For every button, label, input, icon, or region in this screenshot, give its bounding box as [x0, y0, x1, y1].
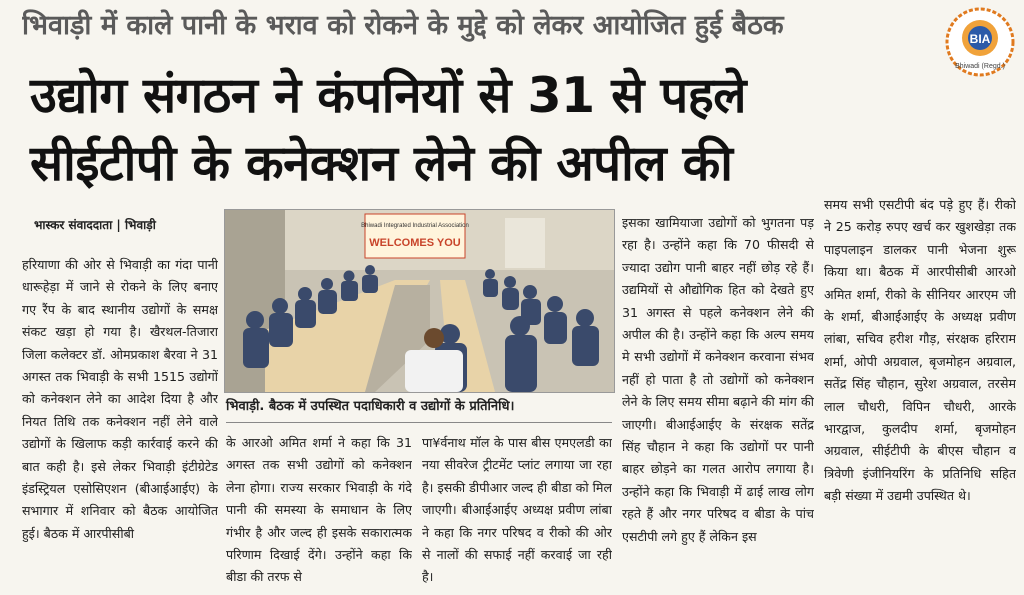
photo-caption: भिवाड़ी. बैठक में उपस्थित पदाधिकारी व उद्योगों के प्रतिनिधि।: [226, 399, 515, 414]
article-column-5: समय सभी एसटीपी बंद पड़े हुए हैं। रीको ने 25 करोड़ रुपए खर्च कर खुशखेड़ा तक पाइपलाइन डालकर पानी भेजना शुरू किया था। बैठक में आरपीसीबी आरओ अमित शर्मा, रीको के सीनियर आरएम जी के शर्मा, बीआईआईए के अध्यक्ष प्रवीण लांबा, सचिव हरीश गौड़, संरक्षक हरिराम शर्मा, ओपी अग्रवाल, बृजमोहन अग्रवाल, सतेंद्र सिंह चौहान, सुरेश अग्रवाल, तरसेम लाल चौधरी, विपिन चौधरी, आरके भारद्वाज, कुलदीप शर्मा, बृजमोहन अग्रवाल, सीईटीपी के बीएस चौहान व त्रिवेणी इंजीनियरिंग के प्रतिनिधि सहित बड़ी संख्या में उद्यमी उपस्थित थे।: [824, 197, 1016, 504]
article-column-1: हरियाणा की ओर से भिवाड़ी का गंदा पानी धारूहेड़ा में जाने से रोकने के लिए बनाए गए रैंप के बाद स्थानीय उद्योगों के समक्ष संकट खड़ा हो गया है। खैरथल-तिजारा जिला कलेक्टर डॉ. ओमप्रकाश बैरवा ने 31 अगस्त तक भिवाड़ी के सभी 1515 उद्योगों को कनेक्शन लेने का आदेश दिया है और नियत तिथि तक कनेक्शन नहीं लेने वाले उद्योगों के खिलाफ कड़ी कार्रवाई करने की बात कही है। इसे लेकर भिवाड़ी इंटीग्रेटेड इंडस्ट्रियल एसोसिएशन (बीआईआईए) के सभागार में शनिवार को बैठक आयोजित हुई। बैठक में आरपीसीबी: [22, 257, 218, 541]
article-column-2: के आरओ अमित शर्मा ने कहा कि 31 अगस्त तक सभी उद्योगों को कनेक्शन लेना होगा। राज्य सरकार भिवाड़ी के गंदे पानी की समस्या के समाधान के लिए गंभीर है और जल्द ही इसके सकारात्मक परिणाम दिखाई देंगे। उन्होंने कहा कि बीडा की तरफ से: [226, 435, 412, 585]
article-column-3: पा¥र्वनाथ मॉल के पास बीस एमएलडी का नया सीवरेज ट्रीटमेंट प्लांट लगाया जा रहा है। इसकी डीपीआर जल्द ही बीडा को मिल जाएगी। बीआईआईए अध्यक्ष प्रवीण लांबा ने कहा कि नगर परिषद व रीको की ओर से नालों की सफाई नहीं करवाई जा रही है।: [422, 435, 612, 585]
photo-banner-title: Bhiwadi Integrated Industrial Association: [361, 223, 469, 229]
byline: भास्कर संवाददाता | भिवाड़ी: [34, 218, 156, 232]
kicker-headline: भिवाड़ी में काले पानी के भराव को रोकने के मुद्दे को लेकर आयोजित हुई बैठक: [22, 10, 784, 41]
headline-line-1: उद्योग संगठन ने कंपनियों से 31 से पहले: [30, 67, 746, 124]
association-logo: [944, 6, 1016, 78]
photo-banner-welcome: WELCOMES YOU: [369, 237, 461, 249]
article-column-4: इसका खामियाजा उद्योगों को भुगतना पड़ रहा है। उन्होंने कहा कि 70 फीसदी से ज्यादा उद्योग पानी बाहर नहीं छोड़ रहे हैं। उद्यमियों से औद्योगिक हित को देखते हुए 31 अगस्त से पहले कनेक्शन लेने की अपील की है। उन्होंने कहा कि अल्प समय मे सभी उद्योगों में कनेक्शन करवाना संभव नहीं हो पाता है तो उद्योगों को कनेक्शन लेने के लिए समय सीमा बढ़ाने की मांग की जाएगी। बीआईआईए के संरक्षक सतेंद्र सिंह चौहान ने कहा कि उद्योगों पर पानी बाहर छोड़ने का गलत आरोप लगाया है। उन्होंने कहा कि भिवाड़ी में ढाई लाख लोग रहते हैं और नगर परिषद व बीडा के पांच एसटीपी लगे हुए हैं लेकिन इस: [622, 215, 814, 544]
meeting-photo-illustration: [225, 210, 614, 392]
meeting-photo: [224, 209, 615, 393]
logo-subtext: Bhiwadi (Regd.): [955, 63, 1005, 70]
caption-divider: [226, 422, 612, 423]
headline-line-2: सीईटीपी के कनेक्शन लेने की अपील की: [30, 135, 733, 192]
logo-text: BIA: [969, 32, 991, 46]
